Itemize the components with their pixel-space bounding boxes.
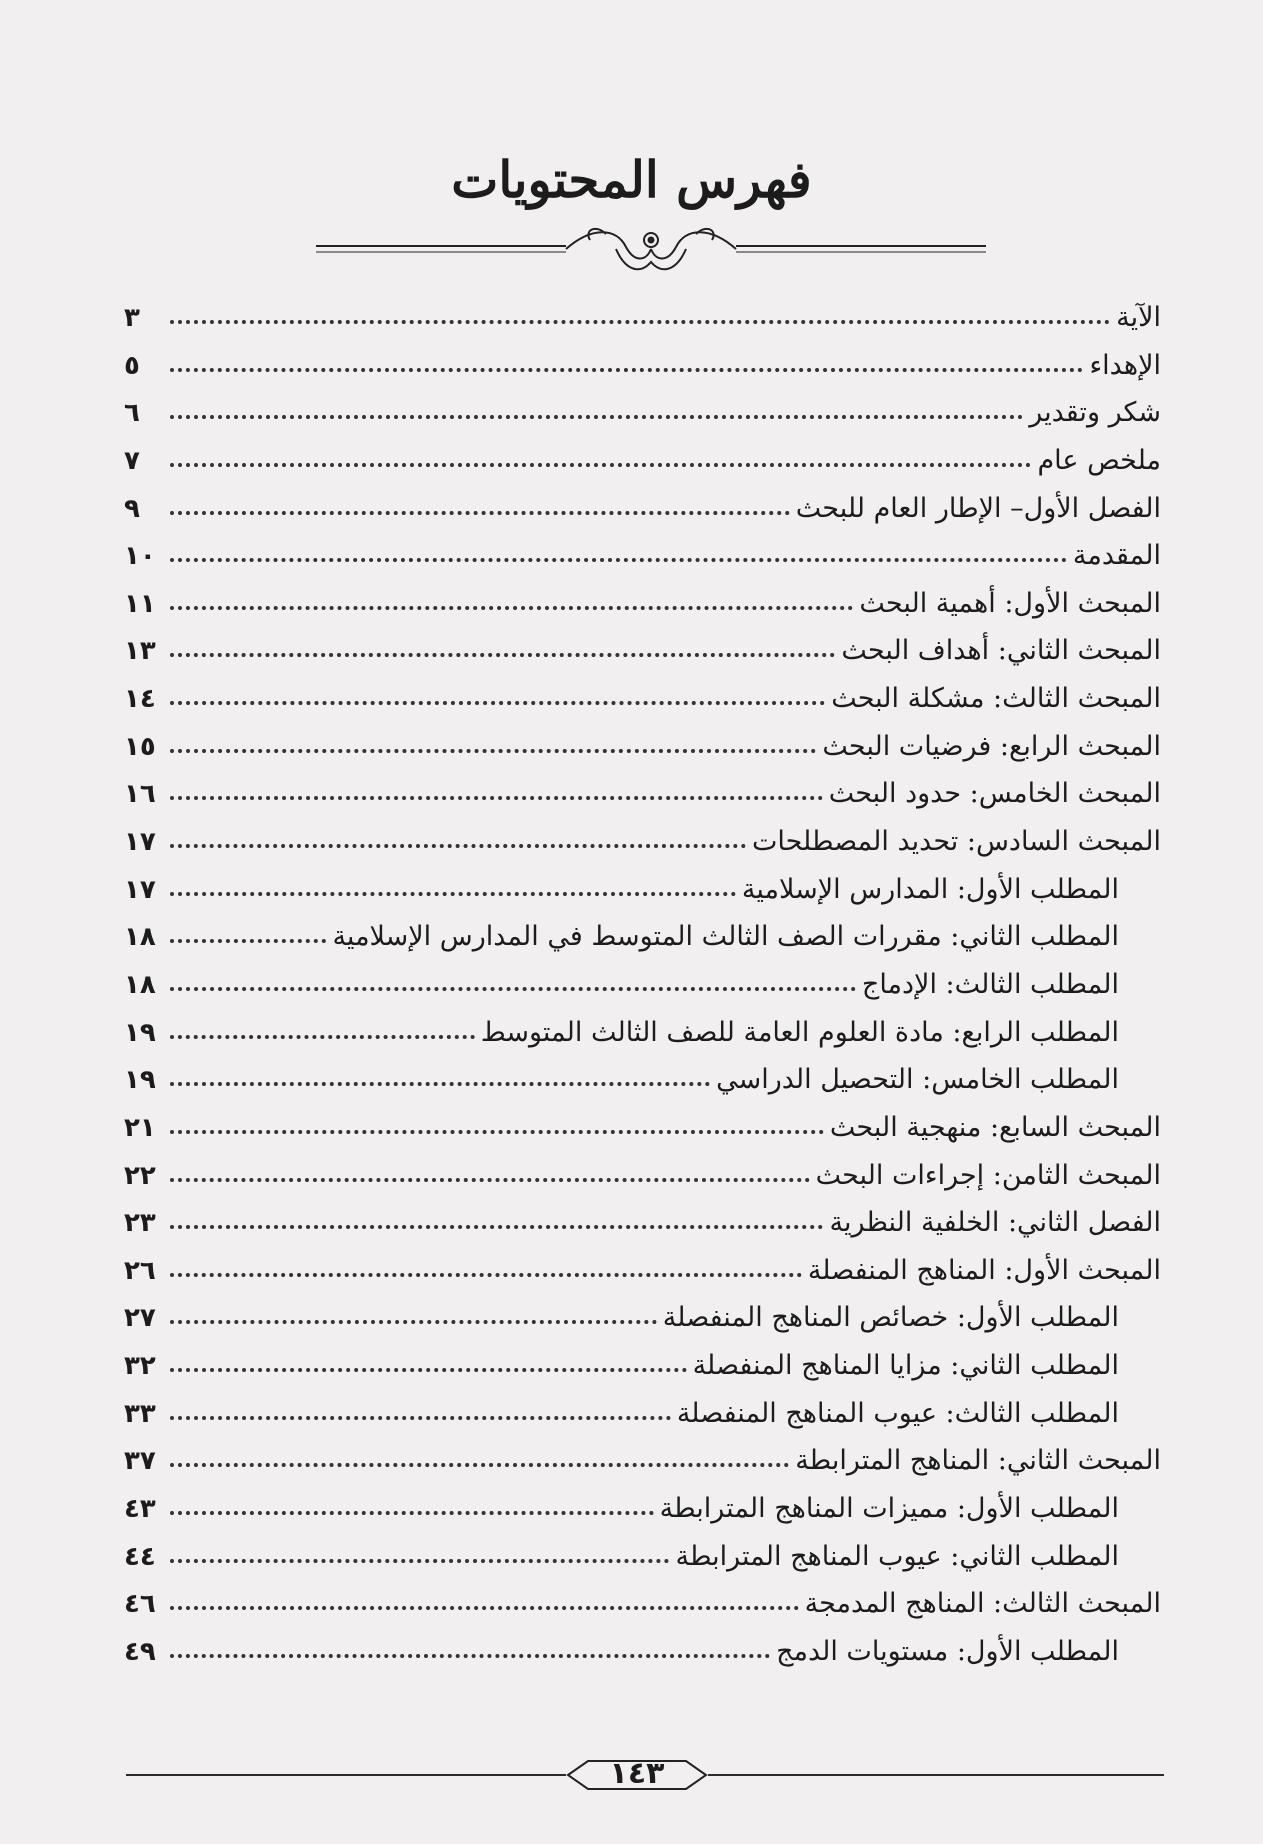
toc-entry	[124, 1245, 1161, 1293]
toc-entry-label: المبحث الثاني: المناهج المترابطة	[795, 1445, 1161, 1477]
toc-entry-label: المبحث الأول: المناهج المنفصلة	[807, 1254, 1161, 1286]
toc-entry	[124, 578, 1161, 626]
dot-leader	[170, 481, 790, 515]
dot-leader	[170, 1100, 824, 1134]
toc-entry-label: المبحث الثالث: المناهج المدمجة	[804, 1588, 1161, 1620]
toc-entry	[124, 911, 1161, 959]
dot-leader	[170, 1290, 657, 1324]
toc-entry-page-number: ١٥	[124, 731, 156, 762]
dot-leader	[170, 1433, 789, 1467]
toc-entry-label: المطلب الخامس: التحصيل الدراسي	[716, 1064, 1119, 1096]
toc-entry	[124, 864, 1161, 912]
toc-entry-label: المبحث الثاني: أهداف البحث	[841, 635, 1161, 667]
toc-entry	[124, 530, 1161, 578]
toc-entry-page-number: ١٩	[124, 1017, 156, 1048]
dot-leader	[170, 290, 1110, 324]
footer-rule-right	[708, 1774, 1164, 1776]
toc-entry-label: الفصل الأول– الإطار العام للبحث	[795, 492, 1161, 524]
toc-entry-page-number: ١٧	[124, 827, 156, 858]
toc-entry-label: الآية	[1116, 302, 1161, 333]
toc-entry-label: المطلب الثالث: الإدماج	[861, 968, 1119, 1000]
toc-entry-page-number: ١٨	[124, 969, 156, 1000]
toc-entry	[124, 1435, 1161, 1483]
toc-entry	[124, 1102, 1161, 1150]
toc-entry-page-number: ١٧	[124, 874, 156, 905]
dot-leader	[170, 766, 823, 800]
toc-entry-label: المطلب الأول: مستويات الدمج	[776, 1635, 1119, 1667]
toc-entry-label: المطلب الأول: المدارس الإسلامية	[741, 873, 1119, 905]
toc-entry	[124, 1626, 1161, 1674]
toc-entry-page-number: ١٣	[124, 636, 156, 667]
toc-list	[124, 292, 1161, 1674]
toc-entry-label: الفصل الثاني: الخلفية النظرية	[829, 1207, 1161, 1239]
toc-entry	[124, 959, 1161, 1007]
toc-entry-label: المبحث الأول: أهمية البحث	[859, 587, 1161, 619]
toc-entry	[124, 1054, 1161, 1102]
toc-entry-label: المبحث الثالث: مشكلة البحث	[831, 683, 1161, 715]
toc-entry	[124, 1388, 1161, 1436]
toc-entry	[124, 1007, 1161, 1055]
toc-entry-page-number: ١٩	[124, 1065, 156, 1096]
toc-entry-page-number: ٤٤	[124, 1541, 156, 1572]
dot-leader	[170, 671, 825, 705]
toc-entry-label: شكر وتقدير	[1029, 397, 1161, 429]
dot-leader	[170, 576, 853, 610]
toc-entry-label: المطلب الأول: خصائص المناهج المنفصلة	[662, 1302, 1119, 1334]
toc-entry	[124, 387, 1161, 435]
toc-entry-page-number: ٤٣	[124, 1494, 156, 1525]
toc-entry	[124, 1197, 1161, 1245]
dot-leader	[170, 814, 746, 848]
toc-entry-label: المبحث السادس: تحديد المصطلحات	[751, 826, 1161, 858]
dot-leader	[170, 1052, 710, 1086]
toc-entry	[124, 340, 1161, 388]
page-title: فهرس المحتويات	[451, 150, 812, 209]
toc-entry-page-number: ٢١	[124, 1112, 156, 1143]
toc-entry-label: المقدمة	[1072, 540, 1161, 572]
toc-entry	[124, 1150, 1161, 1198]
dot-leader	[170, 1243, 802, 1277]
toc-entry	[124, 292, 1161, 340]
toc-entry-page-number: ٣	[124, 303, 140, 333]
toc-entry-page-number: ٥	[124, 350, 140, 381]
dot-leader	[170, 1481, 654, 1515]
toc-entry-label: المبحث الخامس: حدود البحث	[828, 778, 1161, 810]
toc-entry-page-number: ٢٢	[124, 1160, 156, 1191]
toc-entry-label: المبحث الثامن: إجراءات البحث	[815, 1159, 1161, 1191]
toc-entry-page-number: ٦	[124, 398, 140, 429]
toc-entry-page-number: ٢٧	[124, 1303, 156, 1334]
toc-entry-label: المطلب الأول: مميزات المناهج المترابطة	[659, 1493, 1119, 1525]
toc-entry	[124, 1292, 1161, 1340]
dot-leader	[170, 862, 736, 896]
toc-entry	[124, 673, 1161, 721]
toc-entry-page-number: ١١	[124, 588, 156, 619]
toc-entry-label: ملخص عام	[1037, 444, 1161, 476]
dot-leader	[170, 1005, 475, 1039]
toc-entry-page-number: ٣٢	[124, 1351, 156, 1382]
dot-leader	[170, 1338, 687, 1372]
dot-leader	[170, 1148, 810, 1182]
toc-entry	[124, 1483, 1161, 1531]
toc-entry-page-number: ٢٣	[124, 1208, 156, 1239]
dot-leader	[170, 338, 1083, 372]
toc-entry-page-number: ٩	[124, 493, 140, 524]
toc-entry-label: المبحث السابع: منهجية البحث	[829, 1111, 1161, 1143]
dot-leader	[170, 1386, 671, 1420]
title-ornament-divider	[316, 222, 986, 282]
toc-entry-label: المطلب الرابع: مادة العلوم العامة للصف الثالث المتوسط	[480, 1016, 1119, 1048]
toc-entry-page-number: ٧	[124, 445, 140, 476]
toc-entry-page-number: ٤٦	[124, 1589, 156, 1620]
toc-entry	[124, 483, 1161, 531]
dot-leader	[170, 719, 816, 753]
toc-entry-label: الإهداء	[1089, 349, 1161, 381]
dot-leader	[170, 909, 326, 943]
toc-entry-page-number: ١٤	[124, 684, 156, 715]
toc-entry	[124, 721, 1161, 769]
dot-leader	[170, 1624, 770, 1658]
toc-entry	[124, 625, 1161, 673]
dot-leader	[170, 957, 856, 991]
footer-rule-left	[126, 1774, 566, 1776]
page-number: ١٤٣	[609, 1756, 665, 1791]
toc-entry-page-number: ٢٦	[124, 1255, 156, 1286]
toc-entry-page-number: ٣٣	[124, 1398, 156, 1429]
toc-entry-page-number: ٣٧	[124, 1446, 156, 1477]
toc-entry	[124, 435, 1161, 483]
toc-entry	[124, 1578, 1161, 1626]
toc-entry-page-number: ١٦	[124, 779, 156, 810]
toc-entry-label: المطلب الثاني: عيوب المناهج المترابطة	[675, 1540, 1119, 1572]
dot-leader	[170, 1529, 669, 1563]
toc-entry-page-number: ١٠	[124, 541, 156, 572]
toc-entry-page-number: ٤٩	[124, 1636, 156, 1667]
toc-entry	[124, 816, 1161, 864]
toc-entry	[124, 1340, 1161, 1388]
toc-entry-label: المطلب الثاني: مزايا المناهج المنفصلة	[692, 1350, 1119, 1382]
dot-leader	[170, 1576, 799, 1610]
dot-leader	[170, 528, 1067, 562]
dot-leader	[170, 623, 835, 657]
dot-leader	[170, 433, 1031, 467]
toc-entry	[124, 1531, 1161, 1579]
toc-entry-label: المبحث الرابع: فرضيات البحث	[822, 730, 1161, 762]
dot-leader	[170, 385, 1023, 419]
toc-entry-label: المطلب الثاني: مقررات الصف الثالث المتوسط في المدارس الإسلامية	[332, 921, 1119, 953]
toc-entry	[124, 768, 1161, 816]
toc-entry-label: المطلب الثالث: عيوب المناهج المنفصلة	[676, 1397, 1119, 1429]
dot-leader	[170, 1195, 823, 1229]
toc-entry-page-number: ١٨	[124, 922, 156, 953]
